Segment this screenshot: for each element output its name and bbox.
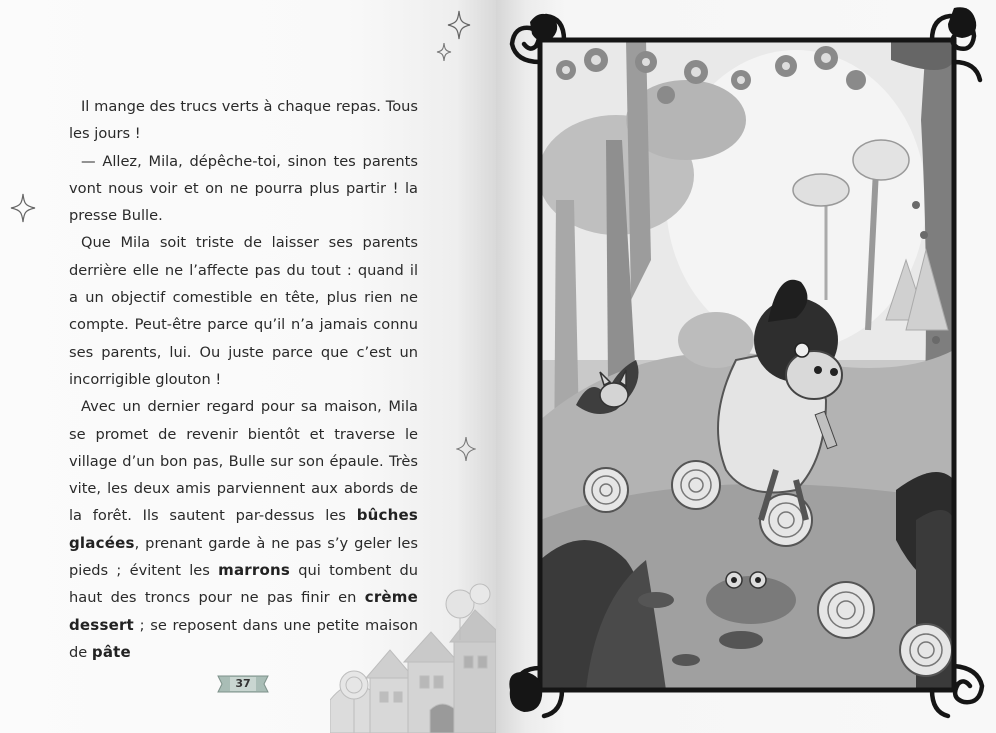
highlighted-word: bûches glacées (69, 506, 418, 552)
right-page (496, 0, 996, 733)
text-run: , prenant garde à ne pas s’y geler les pieds ; évitent les (69, 534, 418, 580)
text-run: Avec un dernier regard pour sa maison, Mila se promet de revenir bientôt et traverse le village d’un bon pas, Bulle sur son épaule. Très vite, les deux amis parviennent aux abords de la forêt. Ils sautent par-dessus les (69, 398, 418, 525)
village-illustration (330, 580, 496, 733)
highlighted-word: pâte (91, 642, 131, 661)
sparkle-icon (447, 10, 471, 40)
sparkle-icon (456, 436, 476, 462)
sparkle-icon (10, 193, 36, 223)
page-number: 37 (235, 677, 251, 690)
highlighted-word: marrons (218, 561, 291, 580)
highlighted-word: crème dessert (69, 588, 418, 634)
sparkle-icon (436, 42, 452, 62)
text-run: qui tombent du haut des troncs pour ne pas finir en (69, 562, 418, 607)
paragraph: Que Mila soit triste de laisser ses parents derrière elle ne l’affecte pas du tout : quand il a un objectif comestible en tête, plus rien ne compte. Peut-être parce qu’il n’a jamais connu ses parents, lui. Ou juste parce que c’est un incorrigible glouton ! (69, 234, 418, 388)
left-page (0, 0, 496, 733)
paragraph: — Allez, Mila, dépêche-toi, sinon tes parents vont nous voir et on ne pourra plus partir ! la presse Bulle. (69, 152, 418, 225)
paragraph: Il mange des trucs verts à chaque repas. Tous les jours ! (69, 98, 418, 143)
page-number-badge (216, 673, 270, 695)
text-run: ; se reposent dans une petite maison de (69, 616, 418, 661)
forest-illustration (496, 0, 996, 733)
